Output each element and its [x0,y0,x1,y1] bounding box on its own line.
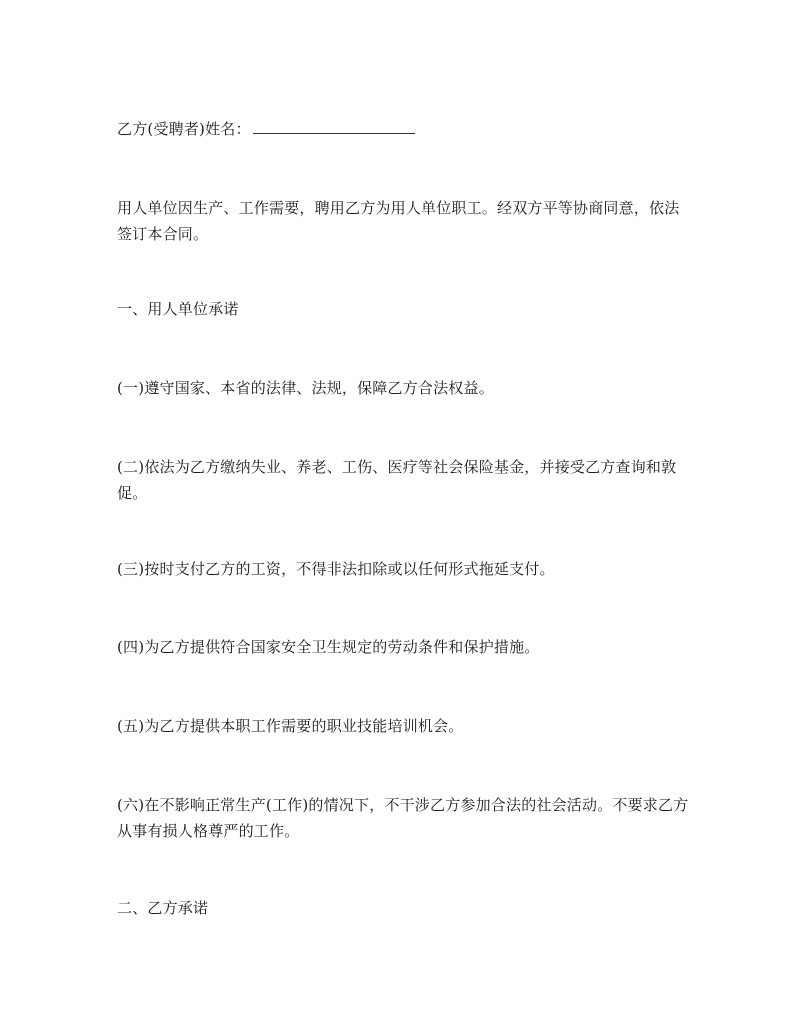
section-1-item-2: (二)依法为乙方缴纳失业、养老、工伤、医疗等社会保险基金，并接受乙方查询和敦促。 [117,458,677,502]
section-1-item-1: (一)遵守国家、本省的法律、法规，保障乙方合法权益。 [117,379,494,397]
party-b-name-label: 乙方(受聘者)姓名： [117,120,251,138]
party-b-name-line [117,116,692,142]
section-1-item-3: (三)按时支付乙方的工资，不得非法扣除或以任何形式拖延支付。 [117,560,555,578]
section-1-item-6: (六)在不影响正常生产(工作)的情况下，不干涉乙方参加合法的社会活动。不要求乙方从事有损人格尊严的工作。 [117,796,689,840]
intro-paragraph: 用人单位因生产、工作需要，聘用乙方为用人单位职工。经双方平等协商同意，依法签订本合同。 [117,199,680,243]
section-2-heading: 二、乙方承诺 [117,899,209,917]
section-1-item-4: (四)为乙方提供符合国家安全卫生规定的劳动条件和保护措施。 [117,638,540,656]
section-1-heading: 一、用人单位承诺 [117,300,239,318]
party-b-name-blank [253,119,415,134]
section-1-item-5: (五)为乙方提供本职工作需要的职业技能培训机会。 [117,717,464,735]
